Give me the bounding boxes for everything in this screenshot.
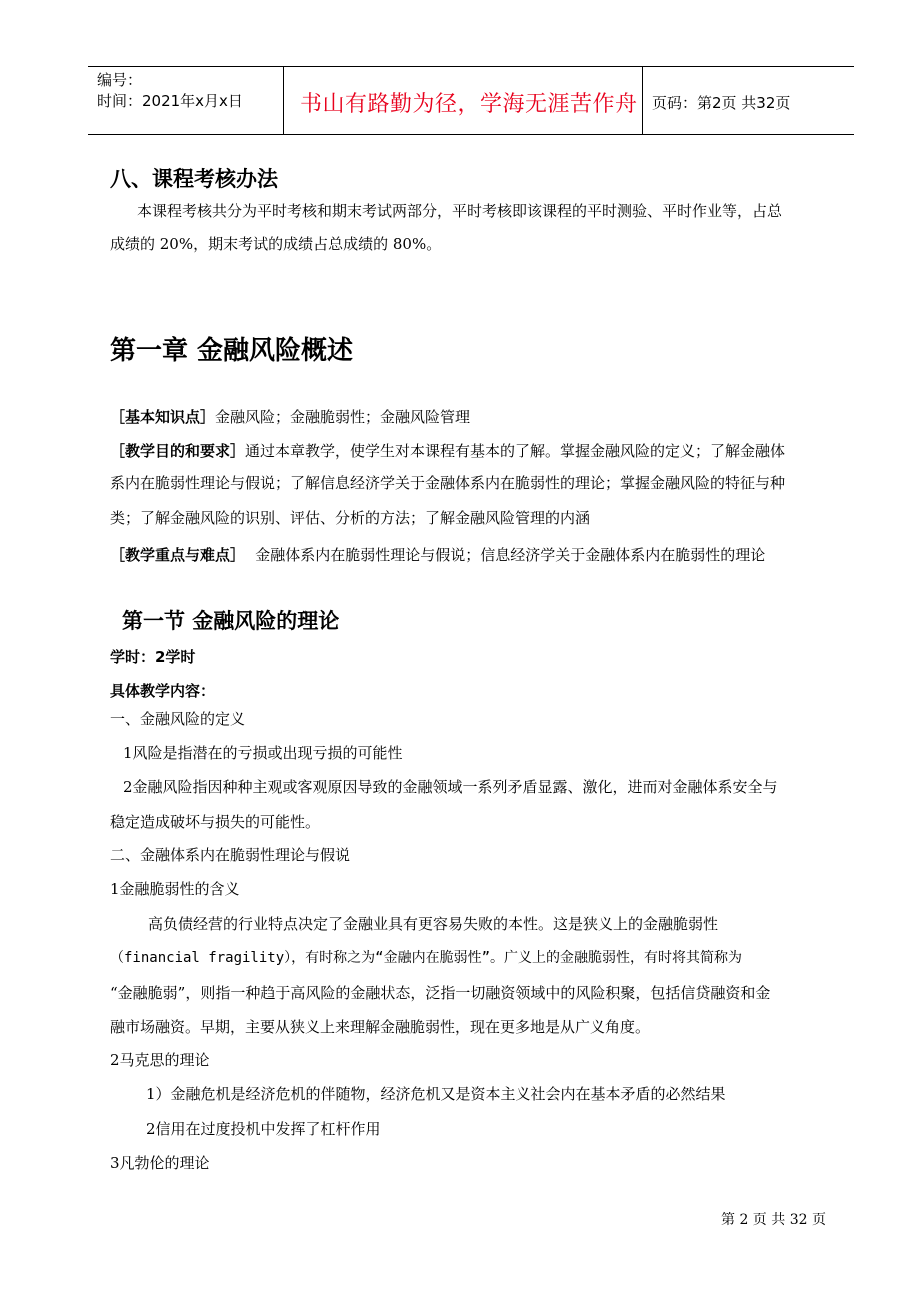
date-label: 时间：2021年x月x日 <box>97 92 243 110</box>
header-divider-right <box>642 66 643 135</box>
item1-2-line2: 稳定造成破坏与损失的可能性。 <box>110 813 321 831</box>
chapter-title: 第一章 金融风险概述 <box>110 336 354 366</box>
serial-number-label: 编号： <box>97 71 143 89</box>
header-bottom-rule <box>88 134 854 135</box>
key-label: ［教学重点与难点］ <box>110 546 246 564</box>
item2-1-line1: 高负债经营的行业特点决定了金融业具有更容易失败的本性。这是狭义上的金融脆弱性 <box>148 915 719 933</box>
item2-1-line3: “金融脆弱”，则指一种趋于高风险的金融状态，泛指一切融资领域中的风险积聚，包括信贷融资和金 <box>110 984 771 1002</box>
item2-2-1: 1）金融危机是经济危机的伴随物，经济危机又是资本主义社会内在基本矛盾的必然结果 <box>146 1085 726 1103</box>
item1-2-line1: 2金融风险指因种种主观或客观原因导致的金融领域一系列矛盾显露、激化，进而对金融体系安全与 <box>123 778 778 796</box>
item1-1: 1风险是指潜在的亏损或出现亏损的可能性 <box>123 744 403 762</box>
item2-2-title: 2马克思的理论 <box>110 1051 210 1069</box>
section-title-theory: 第一节 金融风险的理论 <box>122 609 340 633</box>
teaching-goals-line2: 系内在脆弱性理论与假说；了解信息经济学关于金融体系内在脆弱性的理论；掌握金融风险的特征与种 <box>110 474 786 492</box>
item2-3-title: 3凡勃伦的理论 <box>110 1154 210 1172</box>
motto: 书山有路勤为径，学海无涯苦作舟 <box>300 92 638 117</box>
class-hours: 学时：2学时 <box>110 648 196 666</box>
key-text: 金融体系内在脆弱性理论与假说；信息经济学关于金融体系内在脆弱性的理论 <box>255 546 766 564</box>
content-label: 具体教学内容： <box>110 682 216 700</box>
goal-label: ［教学目的和要求］ <box>110 442 246 460</box>
teaching-goals-line1 <box>110 440 785 461</box>
header-page-info: 页码：第2页 共32页 <box>652 94 791 112</box>
item2-1-line4: 融市场融资。早期，主要从狭义上来理解金融脆弱性，现在更多地是从广义角度。 <box>110 1018 651 1036</box>
knowledge-label: ［基本知识点］ <box>110 408 216 426</box>
goal-text-line1: 通过本章教学，使学生对本课程有基本的了解。掌握金融风险的定义；了解金融体 <box>245 442 786 460</box>
key-points <box>110 544 765 565</box>
item2-1-title: 1金融脆弱性的含义 <box>110 880 240 898</box>
teaching-goals-line3: 类；了解金融风险的识别、评估、分析的方法；了解金融风险管理的内涵 <box>110 509 591 527</box>
item2-1-line2: （financial fragility），有时称之为“金融内在脆弱性”。广义上的金融脆弱性，有时将其简称为 <box>110 950 743 966</box>
item1-title: 一、金融风险的定义 <box>110 710 246 728</box>
header-divider-left <box>283 66 284 135</box>
knowledge-points <box>110 406 470 427</box>
assessment-paragraph-line1: 本课程考核共分为平时考核和期末考试两部分，平时考核即该课程的平时测验、平时作业等，占总 <box>137 202 783 220</box>
knowledge-text: 金融风险；金融脆弱性；金融风险管理 <box>215 408 471 426</box>
item2-title: 二、金融体系内在脆弱性理论与假说 <box>110 846 351 864</box>
footer-page-number: 第 2 页 共 32 页 <box>721 1212 826 1228</box>
header-top-rule <box>88 66 854 67</box>
section-title-assessment: 八、课程考核办法 <box>110 167 278 191</box>
item2-2-2: 2信用在过度投机中发挥了杠杆作用 <box>146 1120 381 1138</box>
assessment-paragraph-line2: 成绩的 20%，期末考试的成绩占总成绩的 80%。 <box>110 235 442 253</box>
